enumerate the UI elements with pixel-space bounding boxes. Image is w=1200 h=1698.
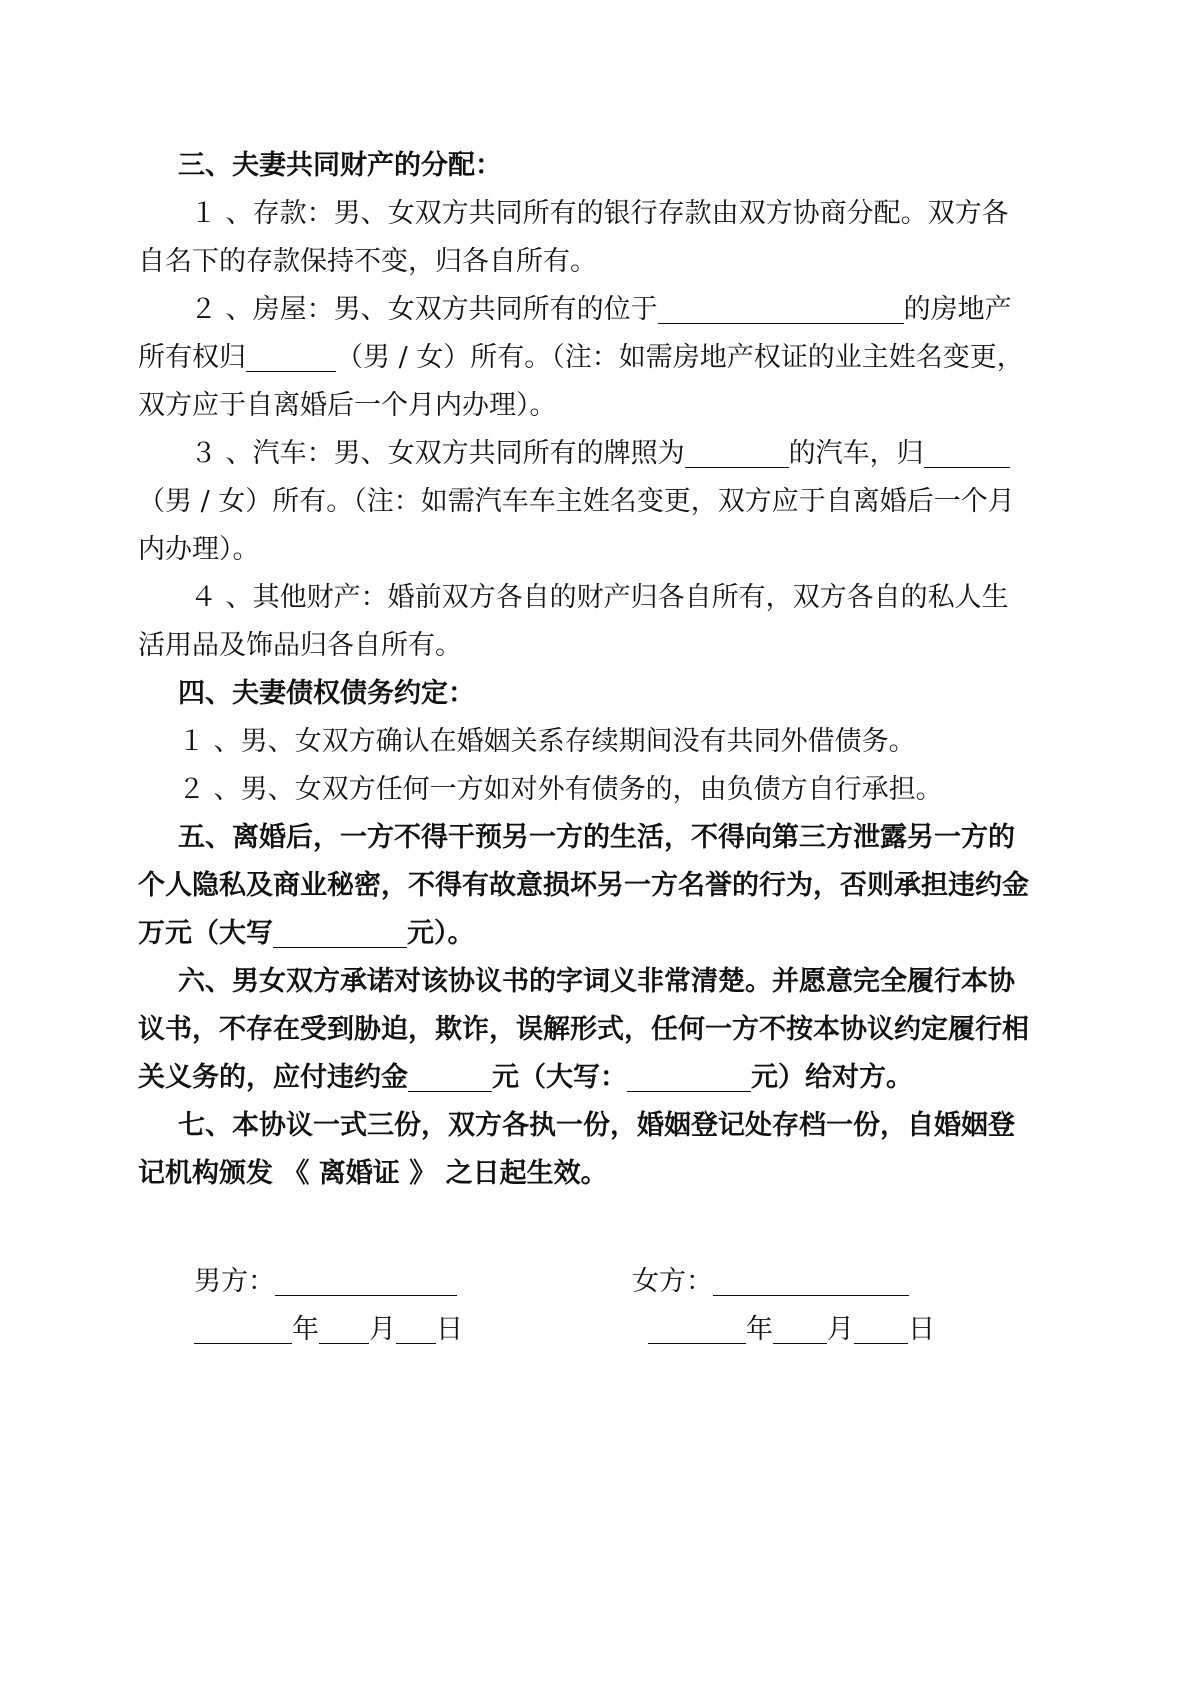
section-6-penalty-label: 关义务的，应付违约金 <box>138 1062 408 1093</box>
penalty-amount-blank[interactable] <box>408 1061 492 1092</box>
item-2-text-a: ２ 、房屋：男、女双方共同所有的位于 <box>190 294 658 325</box>
female-signature-row <box>632 1258 909 1306</box>
section-5-line-3 <box>138 910 1074 958</box>
section-4-item-2: ２ 、男、女双方任何一方如对外有债务的，由负债方自行承担。 <box>178 774 943 805</box>
section-5-line-2: 个人隐私及商业秘密，不得有故意损坏另一方名誉的行为，否则承担违约金 <box>138 870 1029 901</box>
section-3-item-2-line-3: 双方应于自离婚后一个月内办理）。 <box>138 390 557 421</box>
section-3-heading: 三、夫妻共同财产的分配： <box>178 150 502 181</box>
section-3-item-1-line-2: 自名下的存款保持不变，归各自所有。 <box>138 246 597 277</box>
section-7-line-2: 记机构颁发 《 离婚证 》 之日起生效。 <box>138 1158 608 1189</box>
item-3-text-b: 的汽车，归 <box>788 438 924 469</box>
female-signature-blank[interactable] <box>713 1265 909 1296</box>
male-month-blank[interactable] <box>319 1313 369 1344</box>
male-signature-row <box>194 1258 457 1306</box>
male-signature-blank[interactable] <box>275 1265 457 1296</box>
female-year-label: 年 <box>746 1314 773 1345</box>
section-6-uppercase-label: 元（大写： <box>492 1062 627 1093</box>
property-location-blank[interactable] <box>658 293 904 324</box>
male-day-label: 日 <box>436 1314 463 1345</box>
female-month-blank[interactable] <box>773 1313 827 1344</box>
male-date-row <box>194 1306 463 1354</box>
male-month-label: 月 <box>369 1314 396 1345</box>
male-year-blank[interactable] <box>194 1313 292 1344</box>
section-5-line-1: 五、离婚后，一方不得干预另一方的生活，不得向第三方泄露另一方的 <box>178 822 1015 853</box>
section-6-line-3 <box>138 1054 1074 1102</box>
female-day-label: 日 <box>908 1314 935 1345</box>
female-date-row <box>648 1306 935 1354</box>
section-6-line-1: 六、男女双方承诺对该协议书的字词义非常清楚。并愿意完全履行本协 <box>178 966 1015 997</box>
section-5-amount-end: 元）。 <box>407 918 475 949</box>
license-plate-blank[interactable] <box>685 437 789 468</box>
car-owner-blank[interactable] <box>924 437 1010 468</box>
section-3-item-2-line-2 <box>138 334 1074 382</box>
item-2-text-b: 的房地产 <box>903 294 1012 325</box>
item-2-owner-label: 所有权归 <box>138 342 246 373</box>
female-label: 女方： <box>632 1266 713 1297</box>
male-day-blank[interactable] <box>396 1313 436 1344</box>
penalty-uppercase-blank[interactable] <box>273 917 407 948</box>
female-day-blank[interactable] <box>854 1313 908 1344</box>
section-6-end: 元）给对方。 <box>751 1062 913 1093</box>
section-3-item-1-line-1: １ 、存款：男、女双方共同所有的银行存款由双方协商分配。双方各 <box>190 198 1009 229</box>
section-3-item-3-line-3: 内办理）。 <box>138 534 260 565</box>
section-4-heading: 四、夫妻债权债务约定： <box>178 678 475 709</box>
penalty-amount-uppercase-blank[interactable] <box>627 1061 751 1092</box>
section-3-item-4-line-2: 活用品及饰品归各自所有。 <box>138 630 462 661</box>
section-6-line-2: 议书，不存在受到胁迫，欺诈，误解形式，任何一方不按本协议约定履行相 <box>138 1014 1029 1045</box>
section-7-line-1: 七、本协议一式三份，双方各执一份，婚姻登记处存档一份，自婚姻登 <box>178 1110 1015 1141</box>
item-3-text-a: ３ 、汽车：男、女双方共同所有的牌照为 <box>190 438 685 469</box>
property-owner-blank[interactable] <box>246 341 336 372</box>
section-3-item-2-line-1 <box>138 286 1074 334</box>
female-year-blank[interactable] <box>648 1313 746 1344</box>
section-5-amount-label: 万元（大写 <box>138 918 273 949</box>
section-3-item-3-line-1 <box>138 430 1074 478</box>
male-year-label: 年 <box>292 1314 319 1345</box>
section-4-item-1: １ 、男、女双方确认在婚姻关系存续期间没有共同外借债务。 <box>178 726 916 757</box>
item-2-owner-note: （男 / 女）所有。（注：如需房地产权证的业主姓名变更， <box>336 342 1024 373</box>
female-month-label: 月 <box>827 1314 854 1345</box>
agreement-body <box>138 142 1074 1198</box>
section-3-item-3-line-2: （男 / 女）所有。（注：如需汽车车主姓名变更，双方应于自离婚后一个月 <box>138 486 1015 517</box>
male-label: 男方： <box>194 1266 275 1297</box>
section-3-item-4-line-1: ４ 、其他财产：婚前双方各自的财产归各自所有，双方各自的私人生 <box>190 582 1009 613</box>
